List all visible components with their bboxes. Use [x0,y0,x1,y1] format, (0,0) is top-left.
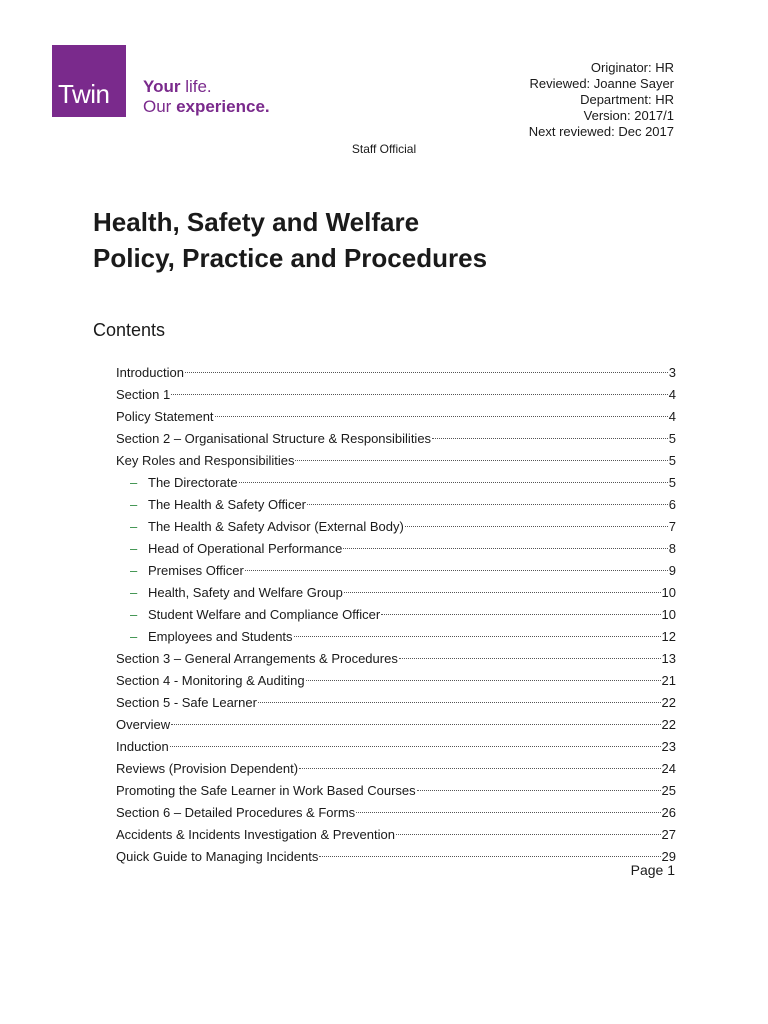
toc-entry-label: Section 3 – General Arrangements & Procedures [116,651,398,666]
document-metadata [529,60,674,140]
toc-entry[interactable] [116,670,676,692]
toc-entry-page: 3 [668,365,676,380]
dash-bullet-icon: – [130,475,138,490]
dash-bullet-icon: – [130,607,138,622]
toc-entry[interactable] [116,384,676,406]
logo-wordmark: Twin [58,79,110,109]
toc-dot-leader [405,526,668,527]
toc-entry[interactable] [116,538,676,560]
toc-entry[interactable] [116,626,676,648]
toc-entry-page: 13 [661,651,676,666]
toc-dot-leader [356,812,660,813]
toc-entry-label: Section 5 - Safe Learner [116,695,257,710]
toc-entry-page: 5 [668,475,676,490]
toc-entry[interactable] [116,516,676,538]
toc-entry-page: 12 [661,629,676,644]
dash-bullet-icon: – [130,519,138,534]
toc-entry-page: 26 [661,805,676,820]
document-title [93,204,487,276]
toc-entry-page: 24 [661,761,676,776]
toc-dot-leader [319,856,660,857]
toc-entry-label: Section 2 – Organisational Structure & Responsibilities [116,431,432,446]
toc-entry-label: Overview [116,717,171,732]
toc-dot-leader [417,790,661,791]
toc-entry[interactable] [116,692,676,714]
dash-bullet-icon: – [130,541,138,556]
toc-entry[interactable] [116,494,676,516]
toc-entry-page: 7 [668,519,676,534]
dash-bullet-icon: – [130,629,138,644]
tagline-life: life. [180,77,212,96]
toc-entry-label: The Directorate [148,475,238,490]
toc-dot-leader [170,746,661,747]
toc-entry-page: 27 [661,827,676,842]
toc-entry-page: 5 [668,431,676,446]
toc-entry-page: 22 [661,695,676,710]
toc-dot-leader [299,768,660,769]
toc-entry[interactable] [116,648,676,670]
toc-dot-leader [245,570,668,571]
tagline-our: Our [143,97,177,116]
toc-dot-leader [399,658,661,659]
toc-entry-page: 25 [661,783,676,798]
toc-entry-page: 6 [668,497,676,512]
logo-tagline [143,77,270,117]
toc-dot-leader [295,460,667,461]
tagline-your: Your [143,77,181,96]
toc-dot-leader [171,394,668,395]
meta-originator: Originator: HR [590,60,674,75]
toc-dot-leader [215,416,668,417]
classification-label: Staff Official [351,142,417,156]
toc-entry-label: Section 1 [116,387,171,402]
toc-entry-page: 8 [668,541,676,556]
tagline-experience: experience. [176,97,270,116]
toc-entry-label: Section 6 – Detailed Procedures & Forms [116,805,356,820]
toc-entry-label: Head of Operational Performance [148,541,343,556]
toc-entry[interactable] [116,846,676,868]
toc-entry[interactable] [116,362,676,384]
toc-entry-label: Reviews (Provision Dependent) [116,761,299,776]
toc-entry-label: Promoting the Safe Learner in Work Based Courses [116,783,416,798]
toc-entry-label: Section 4 - Monitoring & Auditing [116,673,305,688]
toc-entry[interactable] [116,428,676,450]
meta-version: Version: 2017/1 [583,108,674,123]
dash-bullet-icon: – [130,563,138,578]
toc-entry-label: Key Roles and Responsibilities [116,453,295,468]
toc-entry-label: Health, Safety and Welfare Group [148,585,343,600]
toc-entry-label: Employees and Students [148,629,293,644]
toc-entry-page: 23 [661,739,676,754]
title-line-1: Health, Safety and Welfare [93,207,420,237]
toc-dot-leader [171,724,660,725]
toc-entry[interactable] [116,472,676,494]
contents-heading: Contents [93,320,166,340]
toc-entry-page: 4 [668,409,676,424]
toc-dot-leader [432,438,668,439]
toc-entry-page: 4 [668,387,676,402]
toc-entry[interactable] [116,736,676,758]
toc-entry-label: Introduction [116,365,184,380]
toc-entry-label: Policy Statement [116,409,214,424]
toc-dot-leader [258,702,661,703]
toc-entry[interactable] [116,714,676,736]
page-number: Page 1 [630,862,675,878]
toc-entry[interactable] [116,802,676,824]
toc-entry-label: The Health & Safety Advisor (External Body) [148,519,404,534]
toc-entry-page: 5 [668,453,676,468]
meta-reviewed: Reviewed: Joanne Sayer [529,76,674,91]
toc-entry-page: 9 [668,563,676,578]
toc-entry[interactable] [116,582,676,604]
toc-entry[interactable] [116,758,676,780]
toc-entry-label: Student Welfare and Compliance Officer [148,607,381,622]
toc-dot-leader [185,372,668,373]
toc-entry-page: 21 [661,673,676,688]
toc-entry-page: 10 [661,585,676,600]
toc-entry[interactable] [116,560,676,582]
toc-entry-page: 10 [661,607,676,622]
toc-entry-label: The Health & Safety Officer [148,497,306,512]
toc-entry-page: 29 [661,849,676,864]
table-of-contents [116,362,676,868]
toc-dot-leader [239,482,668,483]
meta-department: Department: HR [580,92,674,107]
toc-entry[interactable] [116,604,676,626]
toc-dot-leader [343,548,667,549]
toc-dot-leader [307,504,668,505]
toc-dot-leader [306,680,661,681]
toc-entry-label: Induction [116,739,169,754]
title-line-2: Policy, Practice and Procedures [93,243,488,273]
toc-dot-leader [294,636,661,637]
dash-bullet-icon: – [130,585,138,600]
toc-entry-label: Quick Guide to Managing Incidents [116,849,319,864]
toc-entry[interactable] [116,780,676,802]
toc-dot-leader [344,592,661,593]
toc-entry[interactable] [116,450,676,472]
toc-entry[interactable] [116,824,676,846]
meta-next-review: Next reviewed: Dec 2017 [528,124,674,139]
twin-logo [52,45,126,117]
toc-dot-leader [381,614,660,615]
toc-entry[interactable] [116,406,676,428]
toc-entry-label: Premises Officer [148,563,244,578]
toc-entry-page: 22 [661,717,676,732]
toc-dot-leader [396,834,661,835]
dash-bullet-icon: – [130,497,138,512]
toc-entry-label: Accidents & Incidents Investigation & Prevention [116,827,395,842]
